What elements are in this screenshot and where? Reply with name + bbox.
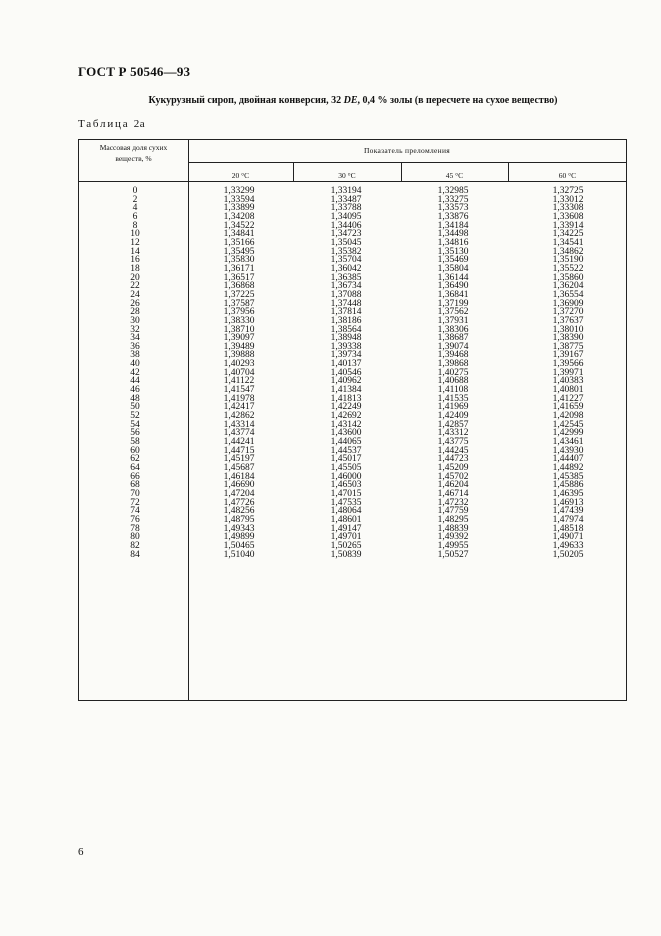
table-body xyxy=(79,187,626,559)
column-header-30: 30 °С xyxy=(338,171,356,180)
refraction-value-cell: 1,44065 xyxy=(330,437,362,448)
refraction-value-cell: 1,43312 xyxy=(437,428,469,439)
refraction-value-cell: 1,43600 xyxy=(330,428,362,439)
refraction-value-cell: 1,33487 xyxy=(330,194,362,205)
header-bottom-rule xyxy=(79,181,626,182)
refraction-value-cell: 1,44241 xyxy=(223,437,255,448)
refraction-value-cell: 1,45687 xyxy=(223,463,255,473)
refraction-value-cell: 1,38186 xyxy=(330,315,362,326)
refraction-value-cell: 1,39489 xyxy=(223,341,255,352)
refraction-value-cell: 1,41535 xyxy=(437,393,469,404)
refraction-value-cell: 1,38710 xyxy=(223,324,255,335)
refraction-value-cell: 1,37814 xyxy=(330,307,362,318)
refraction-value-cell: 1,37088 xyxy=(330,289,362,300)
refraction-value-cell: 1,40546 xyxy=(330,367,362,378)
refraction-value-cell: 1,34406 xyxy=(330,220,362,231)
refraction-value-cell: 1,45385 xyxy=(552,471,584,482)
refraction-value-cell: 1,50205 xyxy=(552,549,584,560)
mass-fraction-cell: 2 xyxy=(132,194,138,205)
refraction-table xyxy=(78,139,627,701)
refraction-value-cell: 1,47015 xyxy=(330,488,362,499)
refraction-value-cell: 1,37270 xyxy=(552,307,584,318)
refraction-value-cell: 1,36734 xyxy=(330,281,362,292)
refraction-value-cell: 1,42249 xyxy=(330,402,362,413)
refraction-value-cell: 1,49899 xyxy=(223,532,255,543)
mass-fraction-cell: 50 xyxy=(130,402,140,413)
row-header-line-2: веществ, % xyxy=(115,154,152,163)
mass-fraction-cell: 68 xyxy=(130,480,140,491)
refraction-value-cell: 1,36042 xyxy=(330,263,362,274)
refraction-value-cell: 1,49955 xyxy=(437,540,469,551)
refraction-value-cell: 1,41122 xyxy=(223,376,255,387)
refraction-value-cell: 1,36841 xyxy=(437,289,469,300)
mass-fraction-cell: 64 xyxy=(130,463,140,473)
mass-fraction-cell: 16 xyxy=(130,255,140,266)
refraction-value-cell: 1,34208 xyxy=(223,211,255,222)
mass-fraction-cell: 20 xyxy=(130,272,140,283)
mass-fraction-cell: 14 xyxy=(130,246,140,257)
refraction-value-cell: 1,37448 xyxy=(330,298,362,309)
refraction-value-cell: 1,48839 xyxy=(437,523,469,534)
refraction-value-cell: 1,42098 xyxy=(552,411,584,422)
refraction-value-cell: 1,41108 xyxy=(437,385,469,396)
refraction-value-cell: 1,39167 xyxy=(552,350,584,361)
mass-fraction-cell: 32 xyxy=(130,324,140,335)
refraction-value-cell: 1,44723 xyxy=(437,454,469,465)
mass-fraction-cell: 4 xyxy=(132,203,138,214)
mass-fraction-cell: 62 xyxy=(130,454,140,465)
mass-fraction-cell: 48 xyxy=(130,393,140,404)
refraction-value-cell: 1,46204 xyxy=(437,480,469,491)
refraction-value-cell: 1,40383 xyxy=(552,376,584,387)
mass-fraction-cell: 8 xyxy=(132,220,138,231)
refraction-value-cell: 1,33594 xyxy=(223,194,255,205)
refraction-value-cell: 1,37637 xyxy=(552,315,584,326)
refraction-value-cell: 1,44407 xyxy=(552,454,584,465)
refraction-value-cell: 1,48295 xyxy=(437,514,469,525)
refraction-value-cell: 1,45197 xyxy=(223,454,255,465)
refraction-value-cell: 1,47204 xyxy=(223,488,255,499)
refraction-value-cell: 1,41978 xyxy=(223,393,255,404)
refraction-value-cell: 1,46395 xyxy=(552,488,584,499)
refraction-value-cell: 1,45886 xyxy=(552,480,584,491)
refraction-value-cell: 1,44715 xyxy=(223,445,255,456)
mass-fraction-cell: 84 xyxy=(130,549,140,560)
mass-fraction-cell: 6 xyxy=(132,211,138,222)
mass-fraction-cell: 44 xyxy=(130,376,140,387)
refraction-value-cell: 1,41227 xyxy=(552,393,584,404)
refraction-value-cell: 1,39734 xyxy=(330,350,362,361)
refraction-value-cell: 1,38687 xyxy=(437,333,469,344)
refraction-value-cell: 1,33899 xyxy=(223,203,255,214)
refraction-value-cell: 1,50465 xyxy=(223,540,255,551)
refraction-value-cell: 1,34841 xyxy=(223,229,255,240)
refraction-value-cell: 1,36171 xyxy=(223,263,255,274)
mass-fraction-cell: 0 xyxy=(132,186,138,196)
refraction-value-cell: 1,48518 xyxy=(552,523,584,534)
refraction-value-cell: 1,40137 xyxy=(330,359,362,370)
refraction-value-cell: 1,33788 xyxy=(330,203,362,214)
mass-fraction-cell: 40 xyxy=(130,359,140,370)
mass-fraction-cell: 60 xyxy=(130,445,140,456)
refraction-value-cell: 1,39338 xyxy=(330,341,362,352)
refraction-value-cell: 1,43314 xyxy=(223,419,255,430)
refraction-value-cell: 1,39868 xyxy=(437,359,469,370)
refraction-value-cell: 1,42862 xyxy=(223,411,255,422)
table-label-word: Таблица xyxy=(78,118,130,130)
refraction-value-cell: 1,40962 xyxy=(330,376,362,387)
refraction-value-cell: 1,44892 xyxy=(552,463,584,473)
refraction-value-cell: 1,48795 xyxy=(223,514,255,525)
refraction-value-cell: 1,51040 xyxy=(223,549,255,560)
refraction-value-cell: 1,46714 xyxy=(437,488,469,499)
refraction-value-cell: 1,47439 xyxy=(552,506,584,517)
refraction-value-cell: 1,33194 xyxy=(330,186,362,196)
refraction-value-cell: 1,33299 xyxy=(223,186,255,196)
refraction-value-cell: 1,35190 xyxy=(552,255,584,266)
mass-fraction-cell: 76 xyxy=(130,514,140,525)
refraction-value-cell: 1,44537 xyxy=(330,445,362,456)
refraction-value-cell: 1,43930 xyxy=(552,445,584,456)
refraction-value-cell: 1,50839 xyxy=(330,549,362,560)
refraction-value-cell: 1,39971 xyxy=(552,367,584,378)
refraction-value-cell: 1,38390 xyxy=(552,333,584,344)
header-divider xyxy=(188,162,626,163)
refraction-value-cell: 1,34541 xyxy=(552,237,584,248)
refraction-value-cell: 1,33608 xyxy=(552,211,584,222)
refraction-value-cell: 1,35166 xyxy=(223,237,255,248)
refraction-value-cell: 1,41969 xyxy=(437,402,469,413)
refraction-value-cell: 1,40704 xyxy=(223,367,255,378)
mass-fraction-cell: 80 xyxy=(130,532,140,543)
page-number: 6 xyxy=(78,846,84,858)
refraction-value-cell: 1,35860 xyxy=(552,272,584,283)
mass-fraction-cell: 28 xyxy=(130,307,140,318)
mass-fraction-cell: 52 xyxy=(130,411,140,422)
refraction-value-cell: 1,33876 xyxy=(437,211,469,222)
table-label-number: 2а xyxy=(133,118,146,130)
mass-fraction-cell: 26 xyxy=(130,298,140,309)
refraction-value-cell: 1,41813 xyxy=(330,393,362,404)
refraction-value-cell: 1,42409 xyxy=(437,411,469,422)
refraction-value-cell: 1,45505 xyxy=(330,463,362,473)
refraction-value-cell: 1,36554 xyxy=(552,289,584,300)
refraction-value-cell: 1,49701 xyxy=(330,532,362,543)
refraction-value-cell: 1,45702 xyxy=(437,471,469,482)
refraction-value-cell: 1,41659 xyxy=(552,402,584,413)
mass-fraction-cell: 82 xyxy=(130,540,140,551)
subtitle-text-start: Кукурузный сироп, двойная конверсия, 32 xyxy=(148,95,344,106)
refraction-value-cell: 1,49392 xyxy=(437,532,469,543)
refraction-value-cell: 1,36144 xyxy=(437,272,469,283)
refraction-value-cell: 1,34723 xyxy=(330,229,362,240)
subtitle-text-end: , 0,4 % золы (в пересчете на сухое вещество) xyxy=(357,95,558,106)
refraction-value-cell: 1,34862 xyxy=(552,246,584,257)
refraction-value-cell: 1,32985 xyxy=(437,186,469,196)
subtitle-de: DE xyxy=(343,95,358,106)
mass-fraction-cell: 78 xyxy=(130,523,140,534)
refraction-value-cell: 1,47535 xyxy=(330,497,362,508)
table-row xyxy=(79,551,626,560)
refraction-value-cell: 1,38010 xyxy=(552,324,584,335)
refraction-value-cell: 1,42417 xyxy=(223,402,255,413)
refraction-value-cell: 1,44245 xyxy=(437,445,469,456)
refraction-value-cell: 1,37225 xyxy=(223,289,255,300)
refraction-value-cell: 1,37587 xyxy=(223,298,255,309)
refraction-value-cell: 1,35495 xyxy=(223,246,255,257)
refraction-value-cell: 1,50527 xyxy=(437,549,469,560)
refraction-value-cell: 1,35522 xyxy=(552,263,584,274)
mass-fraction-cell: 36 xyxy=(130,341,140,352)
mass-fraction-cell: 10 xyxy=(130,229,140,240)
refraction-value-cell: 1,35130 xyxy=(437,246,469,257)
refraction-value-cell: 1,36490 xyxy=(437,281,469,292)
column-header-60: 60 °С xyxy=(558,171,577,180)
refraction-value-cell: 1,43775 xyxy=(437,437,469,448)
refraction-value-cell: 1,33308 xyxy=(552,203,584,214)
column-header-45: 45 °С xyxy=(445,171,464,180)
refraction-value-cell: 1,35382 xyxy=(330,246,362,257)
mass-fraction-cell: 72 xyxy=(130,497,140,508)
refraction-value-cell: 1,34225 xyxy=(552,229,584,240)
refraction-value-cell: 1,35804 xyxy=(437,263,469,274)
refraction-value-cell: 1,47232 xyxy=(437,497,469,508)
refraction-value-cell: 1,36517 xyxy=(223,272,255,283)
mass-fraction-cell: 58 xyxy=(130,437,140,448)
mass-fraction-cell: 34 xyxy=(130,333,140,344)
refraction-value-cell: 1,47726 xyxy=(223,497,255,508)
refraction-value-cell: 1,49633 xyxy=(552,540,584,551)
column-header-20: 20 °С xyxy=(231,171,250,180)
table-label xyxy=(78,118,145,130)
refraction-value-cell: 1,49343 xyxy=(223,523,255,534)
refraction-value-cell: 1,34095 xyxy=(330,211,362,222)
refraction-value-cell: 1,35830 xyxy=(223,255,255,266)
refraction-value-cell: 1,38330 xyxy=(223,315,255,326)
refraction-value-cell: 1,43142 xyxy=(330,419,362,430)
refraction-value-cell: 1,43461 xyxy=(552,437,584,448)
refraction-value-cell: 1,34184 xyxy=(437,220,469,231)
refraction-value-cell: 1,42999 xyxy=(552,428,584,439)
refraction-value-cell: 1,38775 xyxy=(552,341,584,352)
refraction-value-cell: 1,37956 xyxy=(223,307,255,318)
refraction-value-cell: 1,46913 xyxy=(552,497,584,508)
refraction-value-cell: 1,35045 xyxy=(330,237,362,248)
mass-fraction-cell: 42 xyxy=(130,367,140,378)
refraction-value-cell: 1,38948 xyxy=(330,333,362,344)
refraction-value-cell: 1,40293 xyxy=(223,359,255,370)
refraction-value-cell: 1,42545 xyxy=(552,419,584,430)
refraction-value-cell: 1,46503 xyxy=(330,480,362,491)
refraction-value-cell: 1,49071 xyxy=(552,532,584,543)
mass-fraction-cell: 66 xyxy=(130,471,140,482)
refraction-value-cell: 1,49147 xyxy=(330,523,362,534)
refraction-value-cell: 1,34498 xyxy=(437,229,469,240)
refraction-value-cell: 1,33012 xyxy=(552,194,584,205)
refraction-value-cell: 1,43774 xyxy=(223,428,255,439)
refraction-value-cell: 1,39074 xyxy=(437,341,469,352)
refraction-value-cell: 1,34816 xyxy=(437,237,469,248)
document-code: ГОСТ Р 50546—93 xyxy=(78,64,191,79)
refraction-value-cell: 1,42857 xyxy=(437,419,469,430)
refraction-value-cell: 1,37931 xyxy=(437,315,469,326)
refraction-value-cell: 1,36385 xyxy=(330,272,362,283)
refraction-value-cell: 1,40275 xyxy=(437,367,469,378)
refraction-value-cell: 1,48064 xyxy=(330,506,362,517)
refraction-value-cell: 1,34522 xyxy=(223,220,255,231)
refraction-value-cell: 1,48601 xyxy=(330,514,362,525)
table-subtitle xyxy=(78,95,628,106)
mass-fraction-cell: 56 xyxy=(130,428,140,439)
mass-fraction-cell: 70 xyxy=(130,488,140,499)
refraction-value-cell: 1,46690 xyxy=(223,480,255,491)
mass-fraction-cell: 46 xyxy=(130,385,140,396)
mass-fraction-cell: 12 xyxy=(130,237,140,248)
refraction-value-cell: 1,36868 xyxy=(223,281,255,292)
refraction-value-cell: 1,33914 xyxy=(552,220,584,231)
refraction-value-cell: 1,46000 xyxy=(330,471,362,482)
mass-fraction-cell: 24 xyxy=(130,289,140,300)
refraction-value-cell: 1,39888 xyxy=(223,350,255,361)
refraction-value-cell: 1,48256 xyxy=(223,506,255,517)
mass-fraction-cell: 38 xyxy=(130,350,140,361)
refraction-value-cell: 1,36909 xyxy=(552,298,584,309)
group-header: Показатель преломления xyxy=(363,146,451,155)
refraction-value-cell: 1,41384 xyxy=(330,385,362,396)
refraction-value-cell: 1,36204 xyxy=(552,281,584,292)
refraction-value-cell: 1,38306 xyxy=(437,324,469,335)
row-header-line-1: Массовая доля сухих xyxy=(99,143,168,152)
refraction-value-cell: 1,45017 xyxy=(330,454,362,465)
refraction-value-cell: 1,33573 xyxy=(437,203,469,214)
mass-fraction-cell: 22 xyxy=(130,281,140,292)
refraction-value-cell: 1,39566 xyxy=(552,359,584,370)
mass-fraction-cell: 74 xyxy=(130,506,140,517)
refraction-value-cell: 1,35704 xyxy=(330,255,362,266)
refraction-value-cell: 1,39097 xyxy=(223,333,255,344)
refraction-value-cell: 1,50265 xyxy=(330,540,362,551)
mass-fraction-cell: 18 xyxy=(130,263,140,274)
mass-fraction-cell: 30 xyxy=(130,315,140,326)
refraction-value-cell: 1,39468 xyxy=(437,350,469,361)
refraction-value-cell: 1,46184 xyxy=(223,471,255,482)
refraction-value-cell: 1,45209 xyxy=(437,463,469,473)
refraction-value-cell: 1,42692 xyxy=(330,411,362,422)
refraction-value-cell: 1,40688 xyxy=(437,376,469,387)
refraction-value-cell: 1,40801 xyxy=(552,385,584,396)
refraction-value-cell: 1,35469 xyxy=(437,255,469,266)
refraction-value-cell: 1,33275 xyxy=(437,194,469,205)
refraction-value-cell: 1,32725 xyxy=(552,186,584,196)
mass-fraction-cell: 54 xyxy=(130,419,140,430)
refraction-value-cell: 1,37199 xyxy=(437,298,469,309)
row-header xyxy=(79,142,188,164)
refraction-value-cell: 1,38564 xyxy=(330,324,362,335)
refraction-value-cell: 1,47759 xyxy=(437,506,469,517)
refraction-value-cell: 1,41547 xyxy=(223,385,255,396)
refraction-value-cell: 1,47974 xyxy=(552,514,584,525)
refraction-value-cell: 1,37562 xyxy=(437,307,469,318)
